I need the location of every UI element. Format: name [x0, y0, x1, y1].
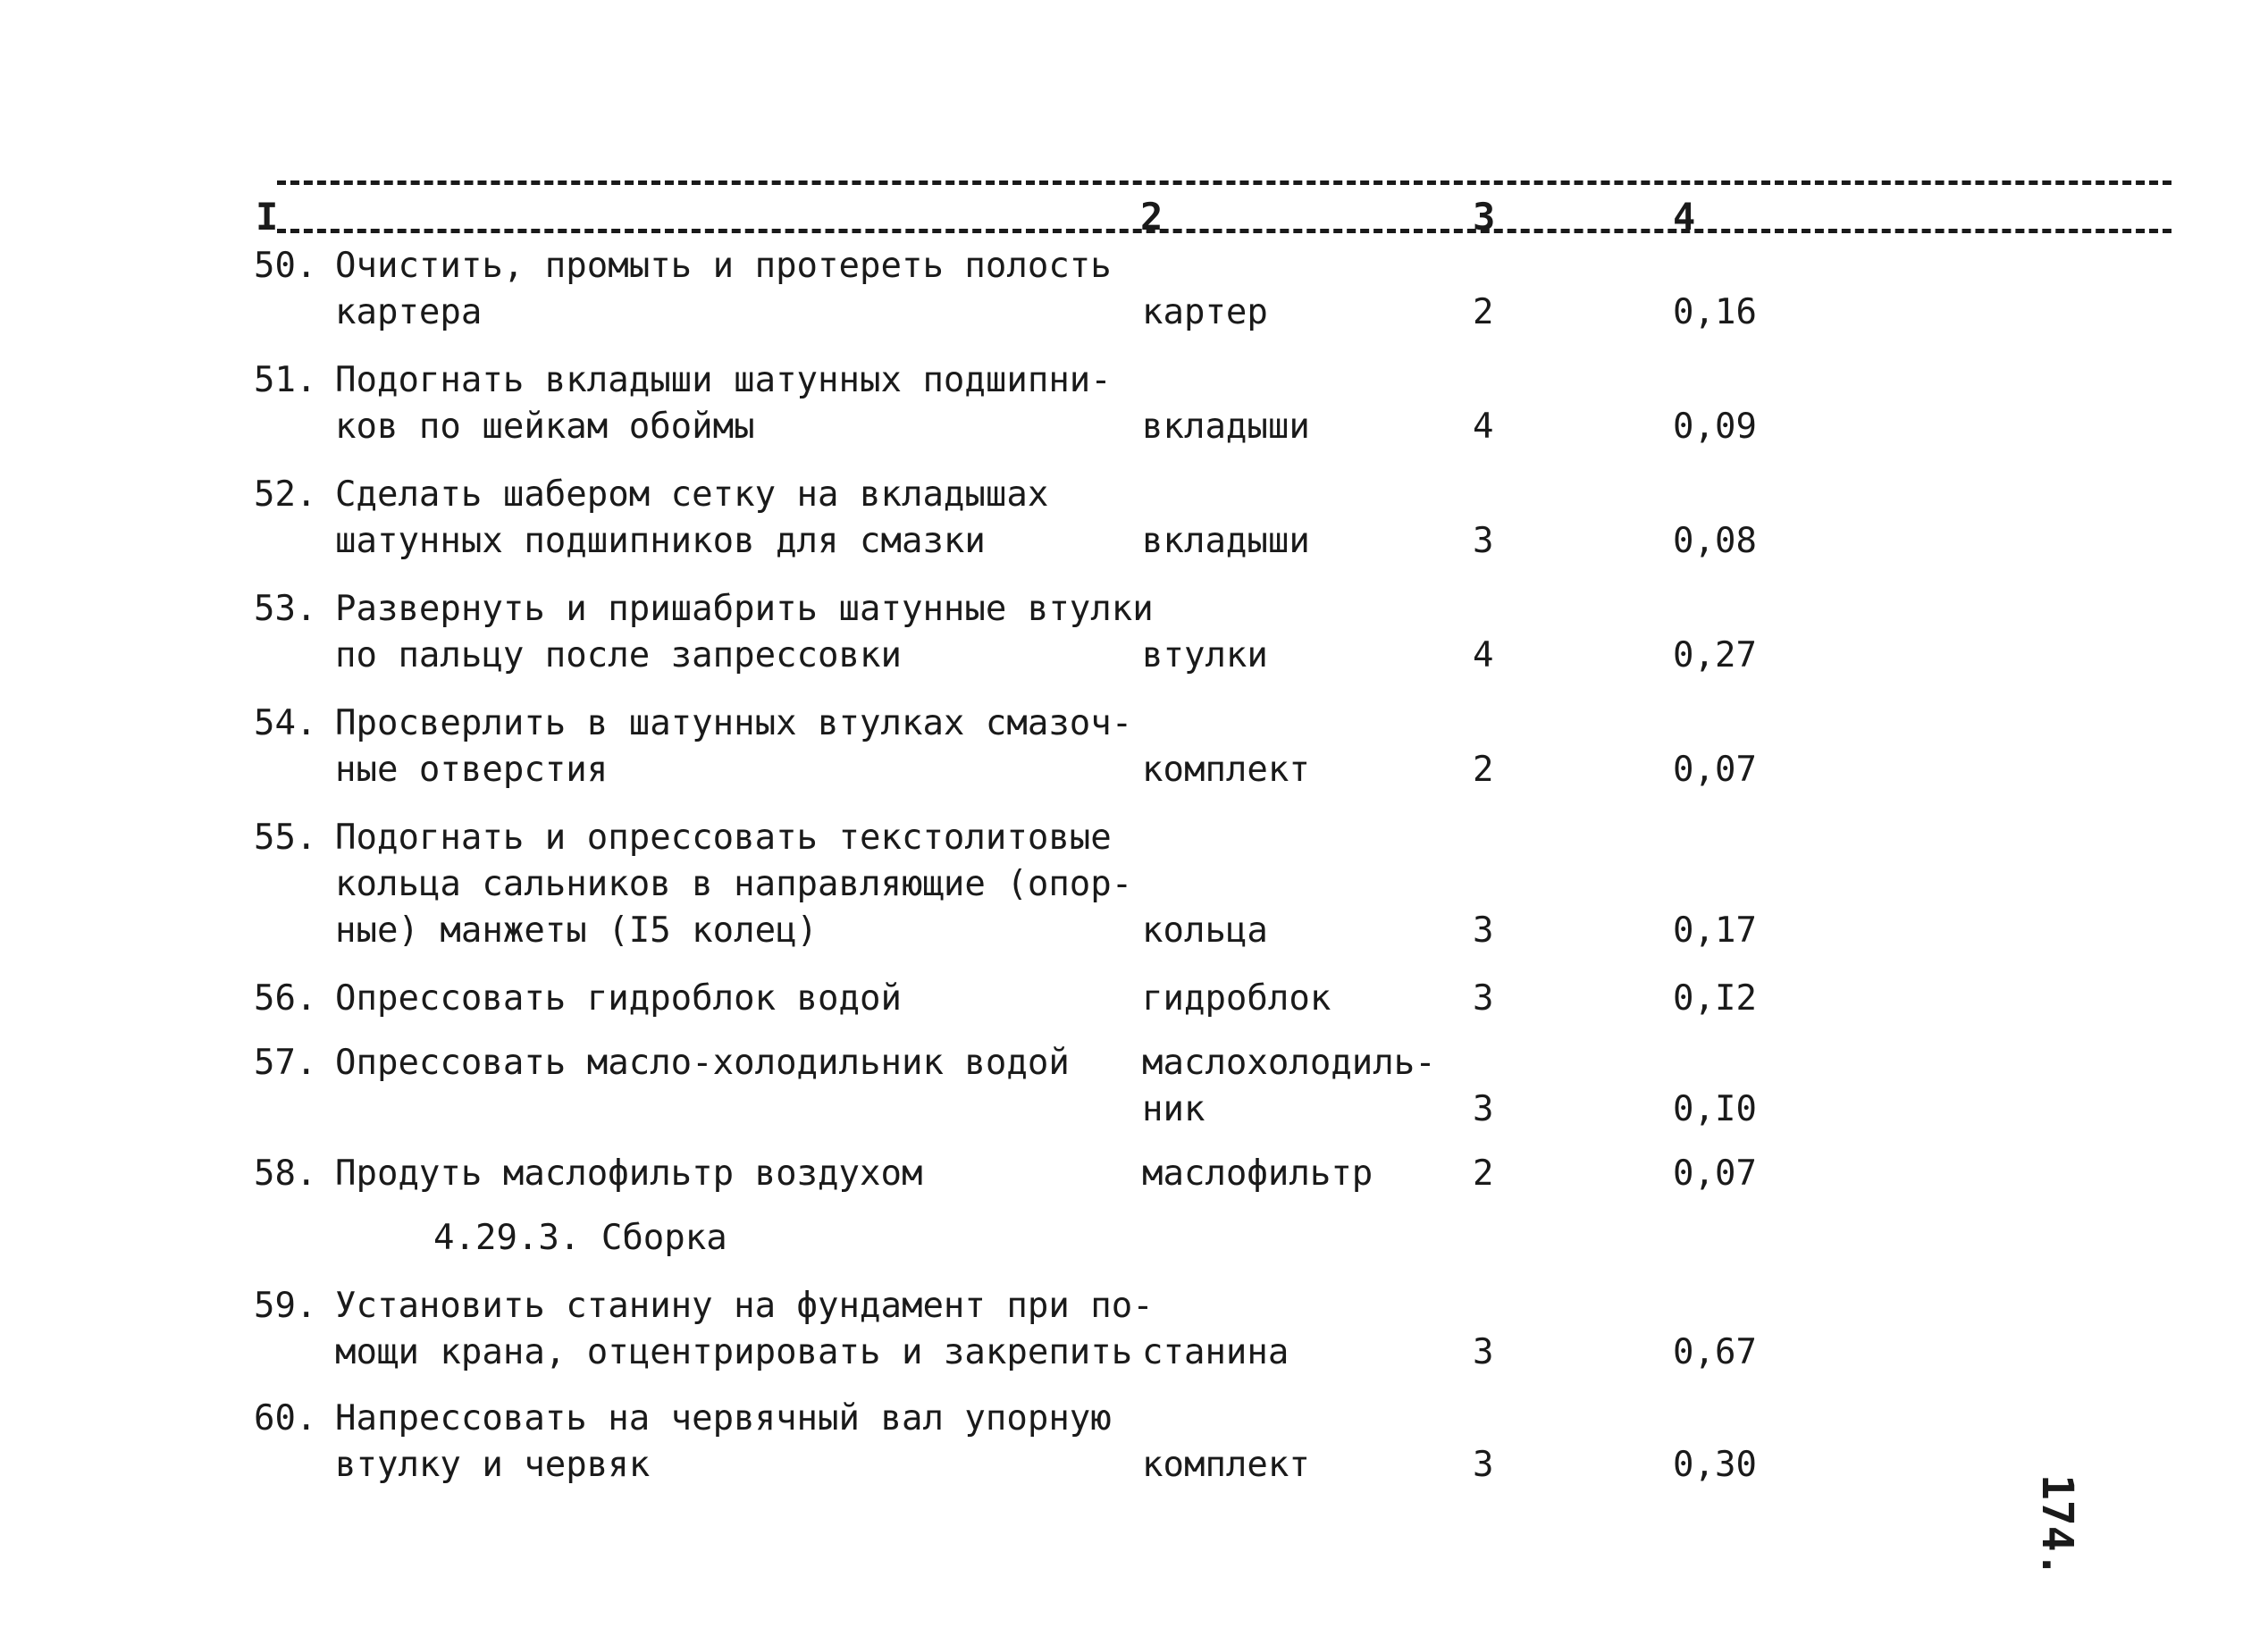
row-unit: комплект [1142, 750, 1310, 790]
row-description-line: ные) манжеты (I5 колец) [335, 910, 819, 951]
row-description-line: ков по шейкам обоймы [335, 407, 755, 447]
row-description-line: втулку и червяк [335, 1445, 651, 1485]
header-col4: 4 [1673, 195, 1696, 239]
row-description-line: Установить станину на фундамент при по- [335, 1286, 1154, 1326]
row-description-line: картера [335, 292, 483, 332]
row-qty: 4 [1473, 635, 1494, 675]
row-unit: комплект [1142, 1445, 1310, 1485]
row-description-line: Подогнать и опрессовать текстолитовые [335, 818, 1112, 858]
table-top-rule [277, 180, 2171, 185]
row-number: 53. [254, 589, 317, 629]
row-number: 59. [254, 1286, 317, 1326]
row-time: 0,67 [1673, 1332, 1757, 1372]
row-description-line: ные отверстия [335, 750, 609, 790]
row-unit: вкладыши [1142, 407, 1310, 447]
row-unit: маслофильтр [1142, 1153, 1373, 1194]
row-qty: 3 [1473, 978, 1494, 1019]
row-qty: 2 [1473, 750, 1494, 790]
row-description-line: кольца сальников в направляющие (опор- [335, 864, 1133, 904]
row-number: 52. [254, 474, 317, 515]
row-qty: 3 [1473, 1089, 1494, 1129]
row-unit: станина [1142, 1332, 1289, 1372]
row-time: 0,17 [1673, 910, 1757, 951]
row-qty: 3 [1473, 1332, 1494, 1372]
row-number: 58. [254, 1153, 317, 1194]
section-title: 4.29.3. Сборка [433, 1218, 727, 1258]
row-description-line: мощи крана, отцентрировать и закрепить [335, 1332, 1133, 1372]
row-description-line: Продуть маслофильтр воздухом [335, 1153, 923, 1194]
row-unit-continued: ник [1142, 1089, 1205, 1129]
row-time: 0,30 [1673, 1445, 1757, 1485]
row-time: 0,I2 [1673, 978, 1757, 1019]
row-time: 0,07 [1673, 750, 1757, 790]
header-col3: 3 [1473, 195, 1496, 239]
row-time: 0,09 [1673, 407, 1757, 447]
row-time: 0,I0 [1673, 1089, 1757, 1129]
row-unit: вкладыши [1142, 521, 1310, 561]
row-time: 0,07 [1673, 1153, 1757, 1194]
page-number: 174. [2032, 1474, 2082, 1578]
row-number: 55. [254, 818, 317, 858]
row-description-line: Опрессовать масло-холодильник водой [335, 1043, 1070, 1083]
row-qty: 3 [1473, 521, 1494, 561]
row-qty: 4 [1473, 407, 1494, 447]
row-unit: маслохолодиль- [1142, 1043, 1436, 1083]
row-description-line: Развернуть и пришабрить шатунные втулки [335, 589, 1154, 629]
row-description-line: шатунных подшипников для смазки [335, 521, 986, 561]
row-description-line: Подогнать вкладыши шатунных подшипни- [335, 360, 1112, 400]
row-time: 0,08 [1673, 521, 1757, 561]
row-number: 57. [254, 1043, 317, 1083]
header-col1: I [256, 195, 279, 239]
row-description-line: Просверлить в шатунных втулках смазоч- [335, 703, 1133, 743]
row-qty: 2 [1473, 1153, 1494, 1194]
row-number: 54. [254, 703, 317, 743]
row-time: 0,16 [1673, 292, 1757, 332]
row-description-line: по пальцу после запрессовки [335, 635, 902, 675]
header-col2: 2 [1140, 195, 1163, 239]
row-qty: 3 [1473, 910, 1494, 951]
row-time: 0,27 [1673, 635, 1757, 675]
row-unit: втулки [1142, 635, 1268, 675]
row-description-line: Напрессовать на червячный вал упорную [335, 1398, 1112, 1438]
row-number: 60. [254, 1398, 317, 1438]
row-number: 51. [254, 360, 317, 400]
row-description-line: Сделать шабером сетку на вкладышах [335, 474, 1049, 515]
row-unit: гидроблок [1142, 978, 1331, 1019]
row-qty: 2 [1473, 292, 1494, 332]
row-unit: картер [1142, 292, 1268, 332]
row-description-line: Опрессовать гидроблок водой [335, 978, 902, 1019]
row-number: 50. [254, 246, 317, 286]
row-description-line: Очистить, промыть и протереть полость [335, 246, 1112, 286]
row-qty: 3 [1473, 1445, 1494, 1485]
row-unit: кольца [1142, 910, 1268, 951]
row-number: 56. [254, 978, 317, 1019]
header-rule [277, 229, 2171, 233]
